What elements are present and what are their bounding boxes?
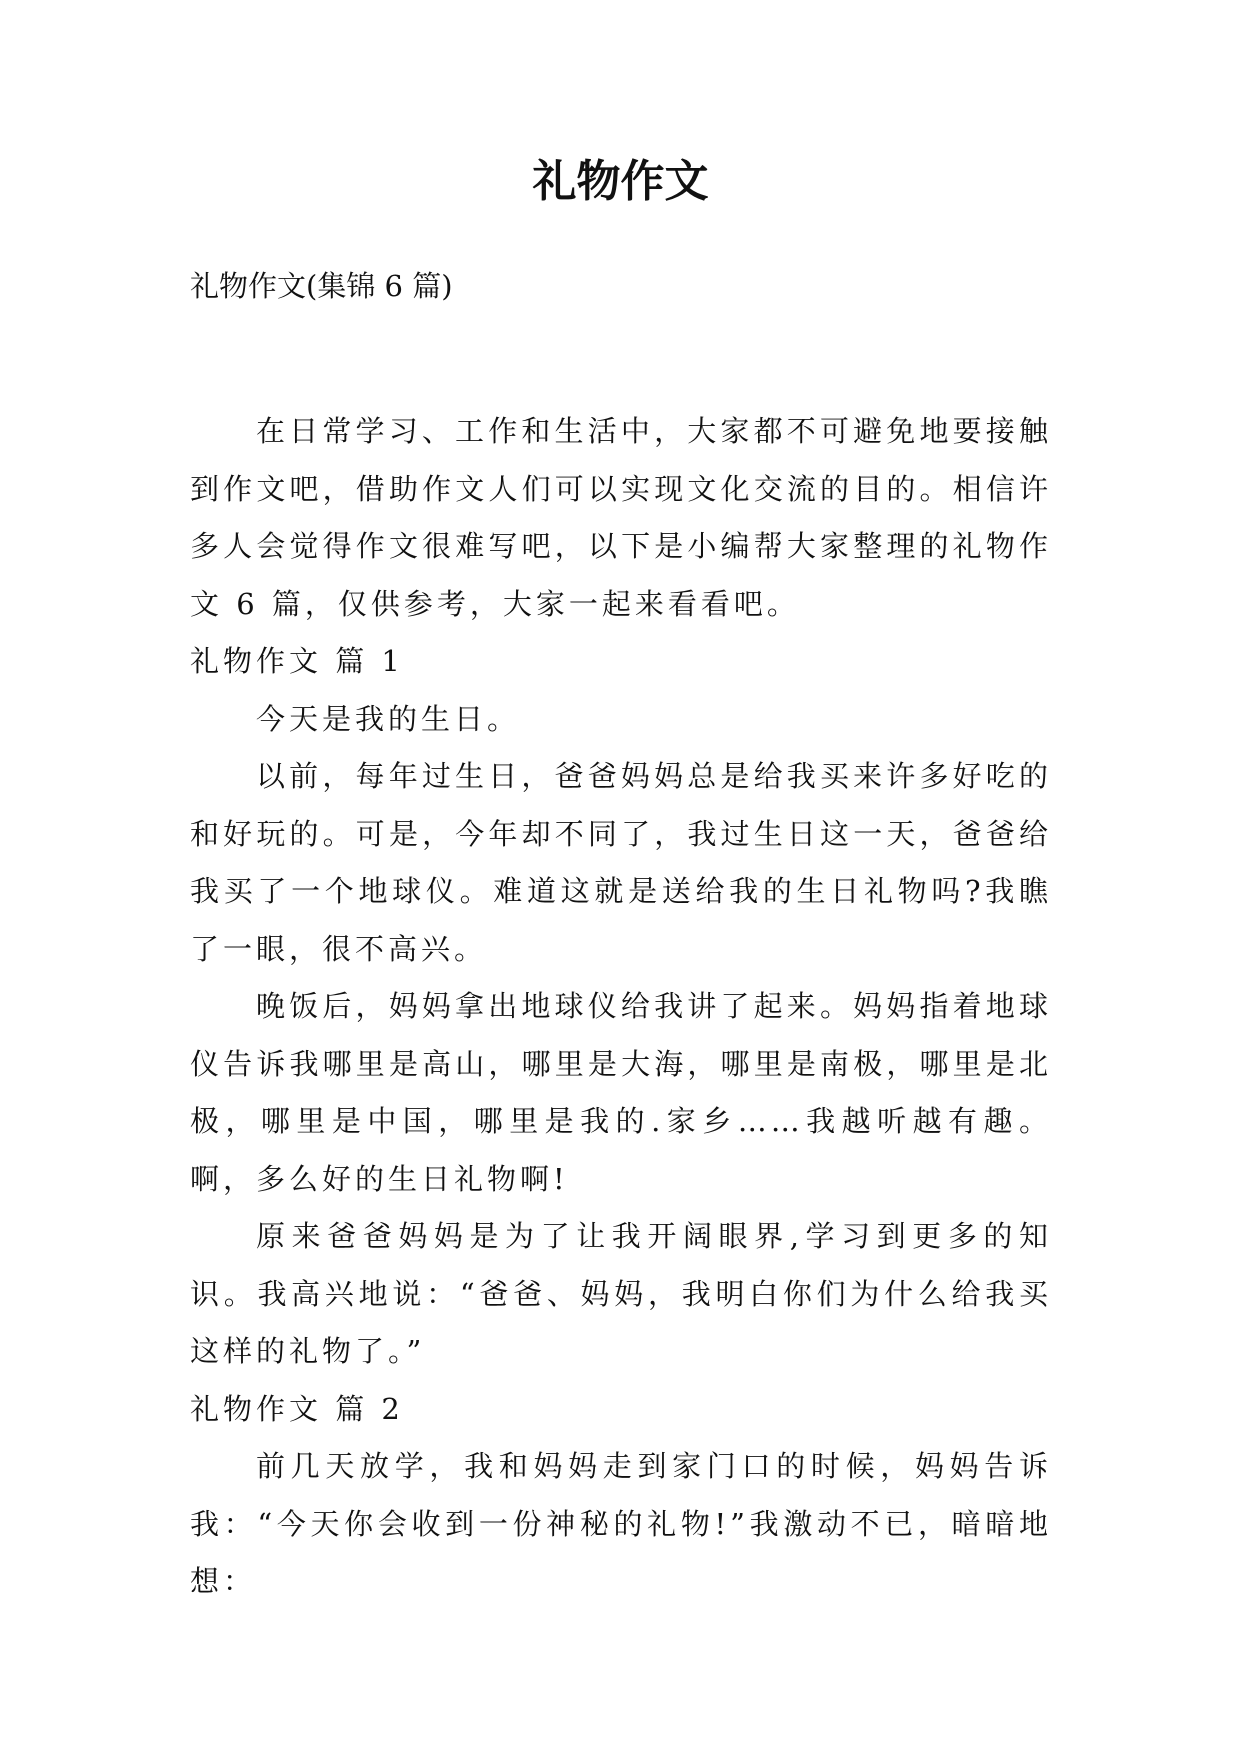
document-title: 礼物作文 bbox=[532, 156, 709, 207]
document-body bbox=[190, 403, 1052, 1611]
paragraph: 晚饭后，妈妈拿出地球仪给我讲了起来。妈妈指着地球仪告诉我哪里是高山，哪里是大海，哪里是南极，哪里是北极，哪里是中国，哪里是我的.家乡……我越听越有趣。啊，多么好的生日礼物啊! bbox=[190, 989, 1052, 1196]
paragraph: 以前，每年过生日，爸爸妈妈总是给我买来许多好吃的和好玩的。可是，今年却不同了，我过生日这一天，爸爸给我买了一个地球仪。难道这就是送给我的生日礼物吗?我瞧了一眼，很不高兴。 bbox=[190, 759, 1052, 966]
paragraph: 今天是我的生日。 bbox=[256, 701, 521, 736]
paragraph: 前几天放学，我和妈妈走到家门口的时候，妈妈告诉我：“今天你会收到一份神秘的礼物!”我激动不已，暗暗地想： bbox=[190, 1449, 1052, 1598]
intro-paragraph: 在日常学习、工作和生活中，大家都不可避免地要接触到作文吧，借助作文人们可以实现文化交流的目的。相信许多人会觉得作文很难写吧，以下是小编帮大家整理的礼物作文 6 篇，仅供参考，大家一起来看看吧。 bbox=[190, 414, 1052, 621]
paragraph: 原来爸爸妈妈是为了让我开阔眼界,学习到更多的知识。我高兴地说：“爸爸、妈妈，我明白你们为什么给我买这样的礼物了。” bbox=[190, 1219, 1052, 1368]
section-heading-1: 礼物作文 篇 1 bbox=[190, 644, 404, 678]
document-subtitle: 礼物作文(集锦 6 篇) bbox=[190, 269, 453, 303]
section-heading-2: 礼物作文 篇 2 bbox=[190, 1391, 404, 1426]
